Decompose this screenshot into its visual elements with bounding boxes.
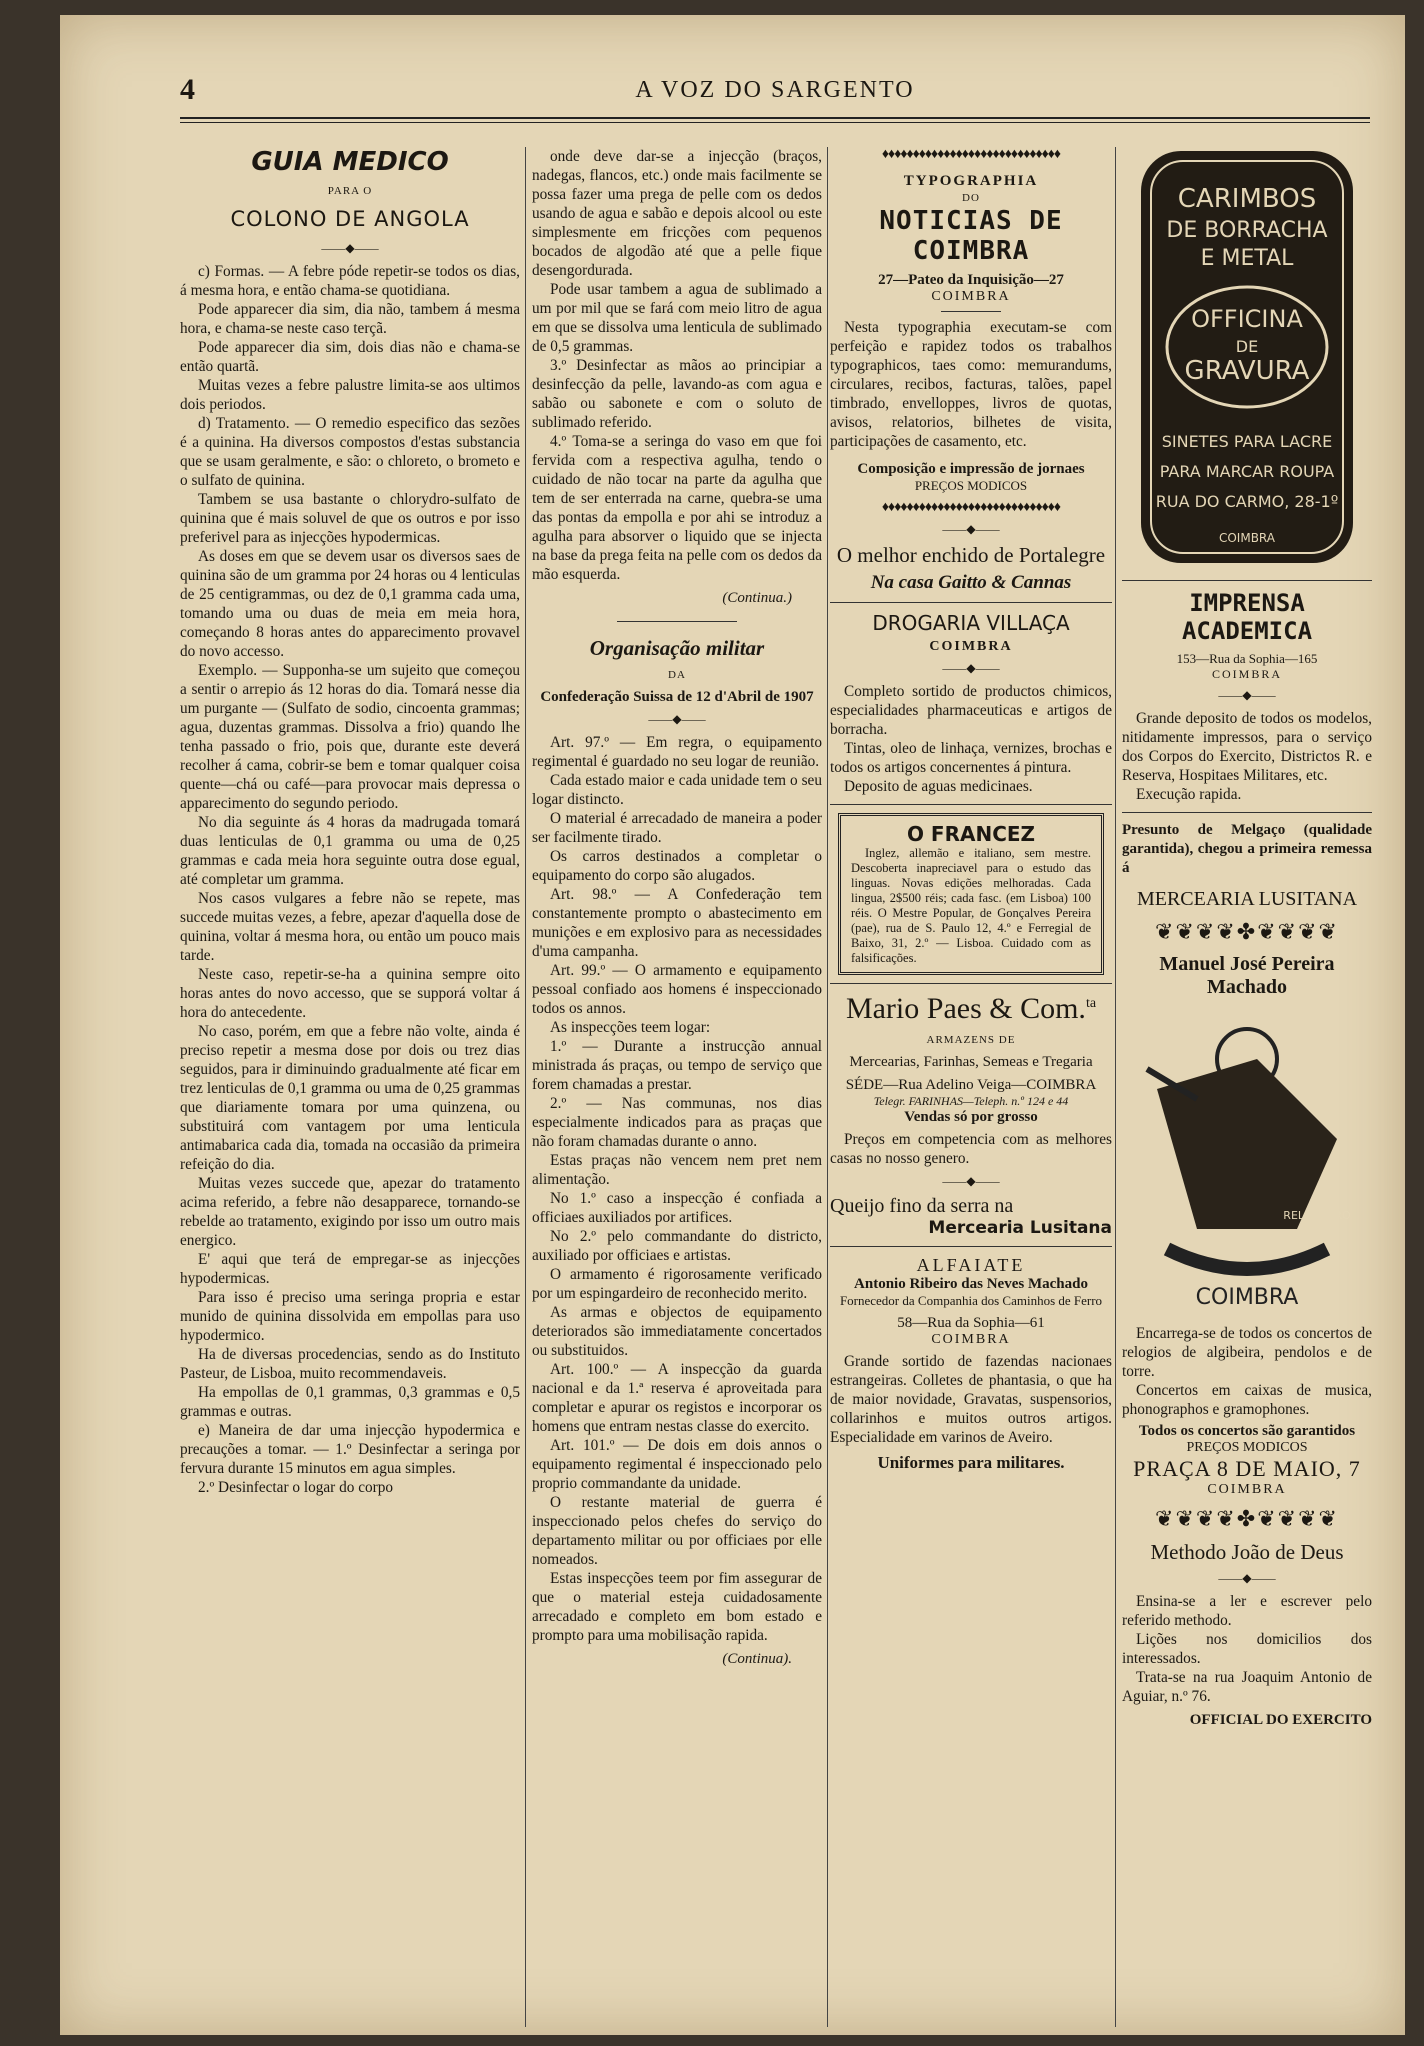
paragraph: Concertos em caixas de musica, phonographos e gramophones. [1122,1382,1372,1418]
ornament-flourish: ❦❦❦❦✤❦❦❦❦ [1155,919,1339,944]
typographia-prices: PREÇOS MODICOS [914,478,1028,493]
continua-note: (Continua). [722,1651,792,1667]
presunto-ad: Presunto de Melgaço (qualidade garantida), chegou a primeira remessa á [1122,822,1372,876]
alfaiate-supplier: Fornecedor da Companhia dos Caminhos de Ferro [839,1293,1103,1308]
paragraph: E' aqui que terá de empregar-se as injecções hypodermicas. [180,1251,520,1287]
logo-metal: E METAL [1200,246,1294,271]
paragraph: Ha de diversas procedencias, sendo as do Instituto Pasteur, de Lisboa, muito recommendaveis. [180,1346,520,1382]
column-rule [827,147,828,2027]
article-continuation [532,147,822,584]
paragraph: Para isso é preciso uma seringa propria e estar munido de quinina dissolvida em empollas para uso hypodermico. [180,1289,520,1344]
ornament-divider: ——◆—— [942,522,1000,536]
typographia-text: Nesta typographia executam-se com perfeição e rapidez todos os trabalhos typographicos, taes como: memurandums, circulares, recibos, facturas, talões, papel timbrado, envelloppes, livros de quotas, avisos, relatorios, bilhetes de visita, participações de casamento, etc. [830,319,1112,450]
divider [830,602,1112,603]
article-subtitle-small: PARA O [327,185,373,197]
paragraph: Ensina-se a ler e escrever pelo referido methodo. [1122,1593,1372,1629]
alfaiate-city: COIMBRA [931,1332,1011,1347]
imprensa-exec: Execução rapida. [1136,786,1242,803]
logo-borracha: DE BORRACHA [1166,218,1328,243]
paragraph: Trata-se na rua Joaquim Antonio de Aguiar, n.º 76. [1122,1669,1372,1705]
masthead: A VOZ DO SARGENTO [635,77,915,103]
paragraph: Neste caso, repetir-se-ha a quinina sempre oito horas antes do novo accesso, que se supporá voltar á hora do antecedente. [180,966,520,1021]
mercearia-lusitana-title: MERCEARIA LUSITANA [1136,888,1358,910]
drogaria-title: DROGARIA VILLAÇA [872,611,1070,635]
emblem-coimbra: COIMBRA [1195,1285,1299,1310]
typographia-title: TYPOGRAPHIA [903,173,1039,189]
imprensa-text: Grande deposito de todos os modelos, nitidamente impressos, para o serviço dos Corpos do Exercito, Districtos R. e Reserva, Hospitaes Militares, etc. [1122,710,1372,784]
paragraph: No caso, porém, em que a febre não volte, ainda é preciso repetir a mesma dose por dois ou trez dias seguidos, para ir diminuindo gradualmente até ficar em trez lenticulas de 0,1 gramma ou uma de 0,25 grammas que diariamente tomara por uma quinzena, ou substituirá com vantagem por uma lenticula antimabarica cada dia, tomada na occasião da primeira refeição do dia. [180,1023,520,1173]
column-organisacao [532,147,822,1668]
article-da: DA [668,669,686,681]
page-header [180,73,1370,113]
mario-paes-sup: ta [1085,996,1097,1011]
paragraph: 1.º — Durante a instrucção annual ministrada ás praças, ou tempo de serviço que forem chamadas a prestar. [532,1038,822,1093]
mario-paes-title [830,992,1112,1026]
mario-paes-name: Mario Paes & Com. [845,992,1086,1025]
typographia-name: NOTICIAS DE COIMBRA [879,206,1063,266]
paragraph: Muitas vezes a febre palustre limita-se aos ultimos dois periodos. [180,377,520,413]
paragraph: Encarrega-se de todos os concertos de relogios de algibeira, pendolos e de torre. [1122,1325,1372,1380]
column-guia-medico [180,147,520,1497]
typographia-do: DO [962,192,980,204]
ornament-divider: ——◆—— [648,712,706,726]
paragraph: Os carros destinados a completar o equipamento do corpo são alugados. [532,848,822,884]
ornament-flourish: ❦❦❦❦✤❦❦❦❦ [1155,1506,1339,1531]
ornament-border: ♦♦♦♦♦♦♦♦♦♦♦♦♦♦♦♦♦♦♦♦♦♦♦♦♦♦♦♦♦ [881,147,1061,162]
paragraph: No dia seguinte ás 4 horas da madrugada tomará duas lenticulas de 0,1 gramma ou uma de 0,25 grammas e cada meia hora seguinte outra dose egual, até completar um gramma. [180,814,520,888]
divider [830,1246,1112,1247]
mercearia-lusitana: Mercearia Lusitana [928,1218,1112,1238]
metodo-text [1122,1592,1372,1706]
article-body [180,262,520,1497]
paragraph: Pode apparecer dia sim, dois dias não e chama-se então quartã. [180,339,520,375]
queijo-ad: Queijo fino da serra na [830,1195,1014,1217]
paragraph: O material é arrecadado de maneira a poder ser facilmente tirado. [532,810,822,846]
paragraph: 2.º — Nas communas, nos dias especialmente indicados para as praças que não foram chamadas durante o anno. [532,1095,822,1150]
column-ads-4 [1122,147,1372,1729]
imprensa-city: COIMBRA [1211,667,1282,681]
drogaria-text [830,682,1112,796]
drogaria-city: COIMBRA [929,639,1013,654]
paragraph: Exemplo. — Supponha-se um sujeito que começou a sentir o arrepio ás 12 horas do dia. Tomará nesse dia um purgante — (Sulfato de sodio, cincoenta grammas; agua, duzentas grammas. Dissolva a frio) quando lhe tenha passado o frio, pois que, durante este deverá recolher á cama, cobrir-se bem e tomar qualquer coisa quente—chá ou café—para provocar mais depressa o apparecimento do segundo periodo. [180,662,520,812]
paragraph: Tintas, oleo de linhaça, vernizes, brochas e todos os artigos concernentes á pintura. [830,740,1112,776]
ornament-divider: ——◆—— [321,241,379,255]
paragraph: Muitas vezes succede que, apezar do tratamento acima referido, a febre não desapparece, tornando-se rebelde ao tratamento, exigindo por isso um outro mais energico. [180,1175,520,1249]
alfaiate-name: Antonio Ribeiro das Neves Machado [854,1276,1088,1292]
paragraph: Tambem se usa bastante o chlorydro-sulfato de quinina que é mais soluvel de que os outros e por isso preferivel para as injecções hypodermicas. [180,491,520,546]
article-subject: COLONO DE ANGOLA [230,207,470,231]
enchido-casa: Na casa Gaitto & Cannas [870,572,1072,593]
mario-armazens: ARMAZENS DE [926,1034,1016,1046]
ornament-divider: ——◆—— [942,661,1000,675]
metodo-title: Methodo João de Deus [1150,1540,1344,1564]
page-number: 4 [180,73,195,106]
divider [1122,812,1372,813]
relojoeiro-emblem [1137,999,1357,1319]
mario-prices: Preços em competencia com as melhores casas no nosso genero. [830,1131,1112,1167]
continua-note: (Continua.) [722,590,792,606]
imprensa-title: IMPRENSA ACADEMICA [1181,589,1313,645]
francez-title: O FRANCEZ [906,822,1036,846]
divider [1122,580,1372,581]
mario-telegraph: Telegr. FARINHAS—Teleph. n.º 124 e 44 [873,1094,1069,1108]
paragraph: No 2.º pelo commandante do districto, auxiliado por officiaes e artistas. [532,1228,822,1264]
paragraph: Nos casos vulgares a febre não se repete, mas succede muitas vezes, a febre, apezar d'aquella dose de quinina, voltar á mesma hora, ou então um pouco mais tarde. [180,890,520,964]
official-exercito: OFFICIAL DO EXERCITO [1189,1712,1372,1728]
paragraph: c) Formas. — A febre póde repetir-se todos os dias, á mesma hora, e então chama-se quotidiana. [180,263,520,299]
logo-officina: OFFICINA [1191,305,1303,333]
carimbos-logo [1137,147,1357,567]
column-ads-3 [830,147,1112,1473]
alfaiate-text: Grande sortido de fazendas nacionaes estrangeiras. Colletes de phantasia, o que ha de maior novidade, Gravatas, suspensorios, collarinhos e muitos outros artigos. Especialidade em varinos de Aveiro. [830,1353,1112,1446]
logo-de: DE [1235,337,1259,356]
article-title: GUIA MEDICO [251,147,449,177]
header-rule [180,117,1370,119]
mario-goods: Mercearias, Farinhas, Semeas e Tregaria [849,1054,1093,1070]
paragraph: Art. 97.º — Em regra, o equipamento regimental é guardado no seu logar de reunião. [532,734,822,770]
paragraph: Art. 98.º — A Confederação tem constantemente prompto o abastecimento em munições e em explosivo para as necessidades d'uma campanha. [532,886,822,960]
paragraph: Deposito de aguas medicinaes. [844,778,1033,795]
logo-coimbra: COIMBRA [1218,531,1276,545]
alfaiate-address: 58—Rua da Sophia—61 [897,1315,1045,1331]
divider [941,311,1001,312]
francez-text: Inglez, allemão e italiano, sem mestre. Descoberta inapreciavel para o estudo das linguas. Novas edições melhoradas. Cada lingua, 2$500 réis; cada fasc. (em Lisboa) 100 réis. O Mestre Popular, de Gonçalves Pereira (pae), rua de S. Paulo 12, 4.º e Ferregial de Baixo, 31, 2.º — Lisboa. Cuidado com as falsificações. [851,846,1091,965]
logo-rua: RUA DO CARMO, 28-1º [1155,492,1339,511]
machado-city: COIMBRA [1207,1482,1287,1497]
alfaiate-title: ALFAIATE [916,1255,1026,1275]
ornament-divider: ——◆—— [1218,688,1276,702]
paragraph: Pode usar tambem a agua de sublimado a um por mil que se fará com meio litro de agua em que se dissolva uma lenticula de sublimado de 0,5 grammas. [532,281,822,355]
paragraph: Estas praças não vencem nem pret nem alimentação. [532,1152,822,1188]
paragraph: Estas inspecções teem por fim assegurar de que o material esteja cuidadosamente arrecadado e completo em bom estado e prompto para uma mobilisação rapida. [532,1570,822,1644]
typographia-address: 27—Pateo da Inquisição—27 [878,272,1064,288]
logo-sinetes: SINETES PARA LACRE [1161,432,1333,451]
divider [830,983,1112,984]
paragraph: O armamento é rigorosamente verificado por um espingardeiro de reconhecido merito. [532,1266,822,1302]
paragraph: Ha empollas de 0,1 grammas, 0,3 grammas e 0,5 grammas e outras. [180,1384,520,1420]
francez-ad-box [838,813,1104,975]
column-rule [525,147,526,2027]
article-title: Organisação militar [589,636,765,660]
paragraph: 4.º Toma-se a seringa do vaso em que foi fervida com a respectiva agulha, tendo o cuidado de não tocar na parte da agulha que tem de ser enterrada na carne, quebra-se uma das pontas da empolla e por ahi se introduz a agulha para absorver o liquido que se injecta na base da prega feita na pelle com os dedos da mão esquerda. [532,433,822,583]
machado-text [1122,1324,1372,1419]
paragraph: Art. 101.º — De dois em dois annos o equipamento regimental é inspeccionado pelo proprio commandante da unidade. [532,1437,822,1492]
paragraph: 3.º Desinfectar as mãos ao principiar a desinfecção da pelle, lavando-as com agua e sabão ou sabonete e com o soluto de sublimado referido. [532,357,822,431]
alfaiate-uniformes: Uniformes para militares. [877,1453,1065,1472]
column-rule [1115,147,1116,2027]
mario-sede: SÉDE—Rua Adelino Veiga—COIMBRA [845,1077,1097,1093]
paragraph: onde deve dar-se a injecção (braços, nadegas, flancos, etc.) onde mais facilmente se possa fazer uma prega de pelle com os dedos usando de agua e sabão e depois alcool ou este simplesmente em fricções com pequenos bocados de algodão até que a pelle fique desengordurada. [532,148,822,279]
logo-marcar: PARA MARCAR ROUPA [1159,462,1335,481]
machado-prices: PREÇOS MODICOS [1186,1440,1308,1455]
ornament-divider: ——◆—— [1218,1571,1276,1585]
paragraph: As armas e objectos de equipamento deteriorados são immediatamente concertados ou substituidos. [532,1304,822,1359]
ornament-border: ♦♦♦♦♦♦♦♦♦♦♦♦♦♦♦♦♦♦♦♦♦♦♦♦♦♦♦♦♦ [881,500,1061,515]
emblem-machado: MACHADO [1210,1237,1284,1253]
typographia-composition: Composição e impressão de jornaes [857,461,1085,477]
emblem-relojoeiro: RELOJOEIRO [1283,1209,1351,1222]
paragraph: O restante material de guerra é inspeccionado pelos chefes do serviço do departamento militar ou por officiaes por elle nomeados. [532,1494,822,1568]
paragraph: No 1.º caso a inspecção é confiada a officiaes auxiliados por artifices. [532,1190,822,1226]
paragraph: e) Maneira de dar uma injecção hypodermica e precauções a tomar. — 1.º Desinfectar a seringa por fervura durante 15 minutos em agua simples. [180,1422,520,1477]
paragraph: Art. 99.º — O armamento e equipamento pessoal confiado aos homens é inspeccionado todos os annos. [532,962,822,1017]
ornament-divider: ——◆—— [942,1174,1000,1188]
typographia-city: COIMBRA [931,289,1011,304]
machado-garantidos: Todos os concertos são garantidos [1138,1423,1356,1439]
divider [617,621,737,622]
header-rule-thin [180,122,1370,123]
paragraph: As inspecções teem logar: [550,1019,711,1036]
divider [830,804,1112,805]
machado-name: Manuel José Pereira Machado [1159,953,1335,998]
logo-carimbos: CARIMBOS [1177,184,1317,214]
paragraph: Art. 100.º — A inspecção da guarda nacional e da 1.ª reserva é aproveitada para completar e apurar os registos e incorporar os homens que entram nestas classe do exercito. [532,1361,822,1435]
logo-gravura: GRAVURA [1184,356,1310,386]
paragraph: Cada estado maior e cada unidade tem o seu logar distincto. [532,772,822,808]
paragraph: Lições nos domicilios dos interessados. [1122,1631,1372,1667]
imprensa-address: 153—Rua da Sophia—165 [1176,651,1318,666]
newspaper-page [60,15,1405,2035]
article-body [532,733,822,1645]
mario-vendas: Vendas só por grosso [904,1109,1038,1125]
paragraph: Pode apparecer dia sim, dia não, tambem á mesma hora, e chama-se neste caso terçã. [180,301,520,337]
paragraph: As doses em que se devem usar os diversos saes de quinina são de um gramma por 24 horas ou 4 lenticulas de 25 centigrammas, ou dez de 0,1 gramma cada uma, tomando uma ou duas de meia em meia hora, começando 8 horas antes do apparecimento provavel do novo accesso. [180,548,520,660]
paragraph: d) Tratamento. — O remedio especifico das sezões é a quinina. Ha diversos compostos d'estas substancia que se usam geralmente, e são: o chloreto, o brometo e o sulfato de quinina. [180,415,520,489]
enchido-ad: O melhor enchido de Portalegre [836,543,1106,567]
machado-address: PRAÇA 8 DE MAIO, 7 [1133,1456,1361,1481]
article-subtitle: Confederação Suissa de 12 d'Abril de 1907 [540,689,814,705]
paragraph: Completo sortido de productos chimicos, especialidades pharmaceuticas e artigos de borracha. [830,683,1112,738]
paragraph: 2.º Desinfectar o logar do corpo [198,1479,394,1496]
